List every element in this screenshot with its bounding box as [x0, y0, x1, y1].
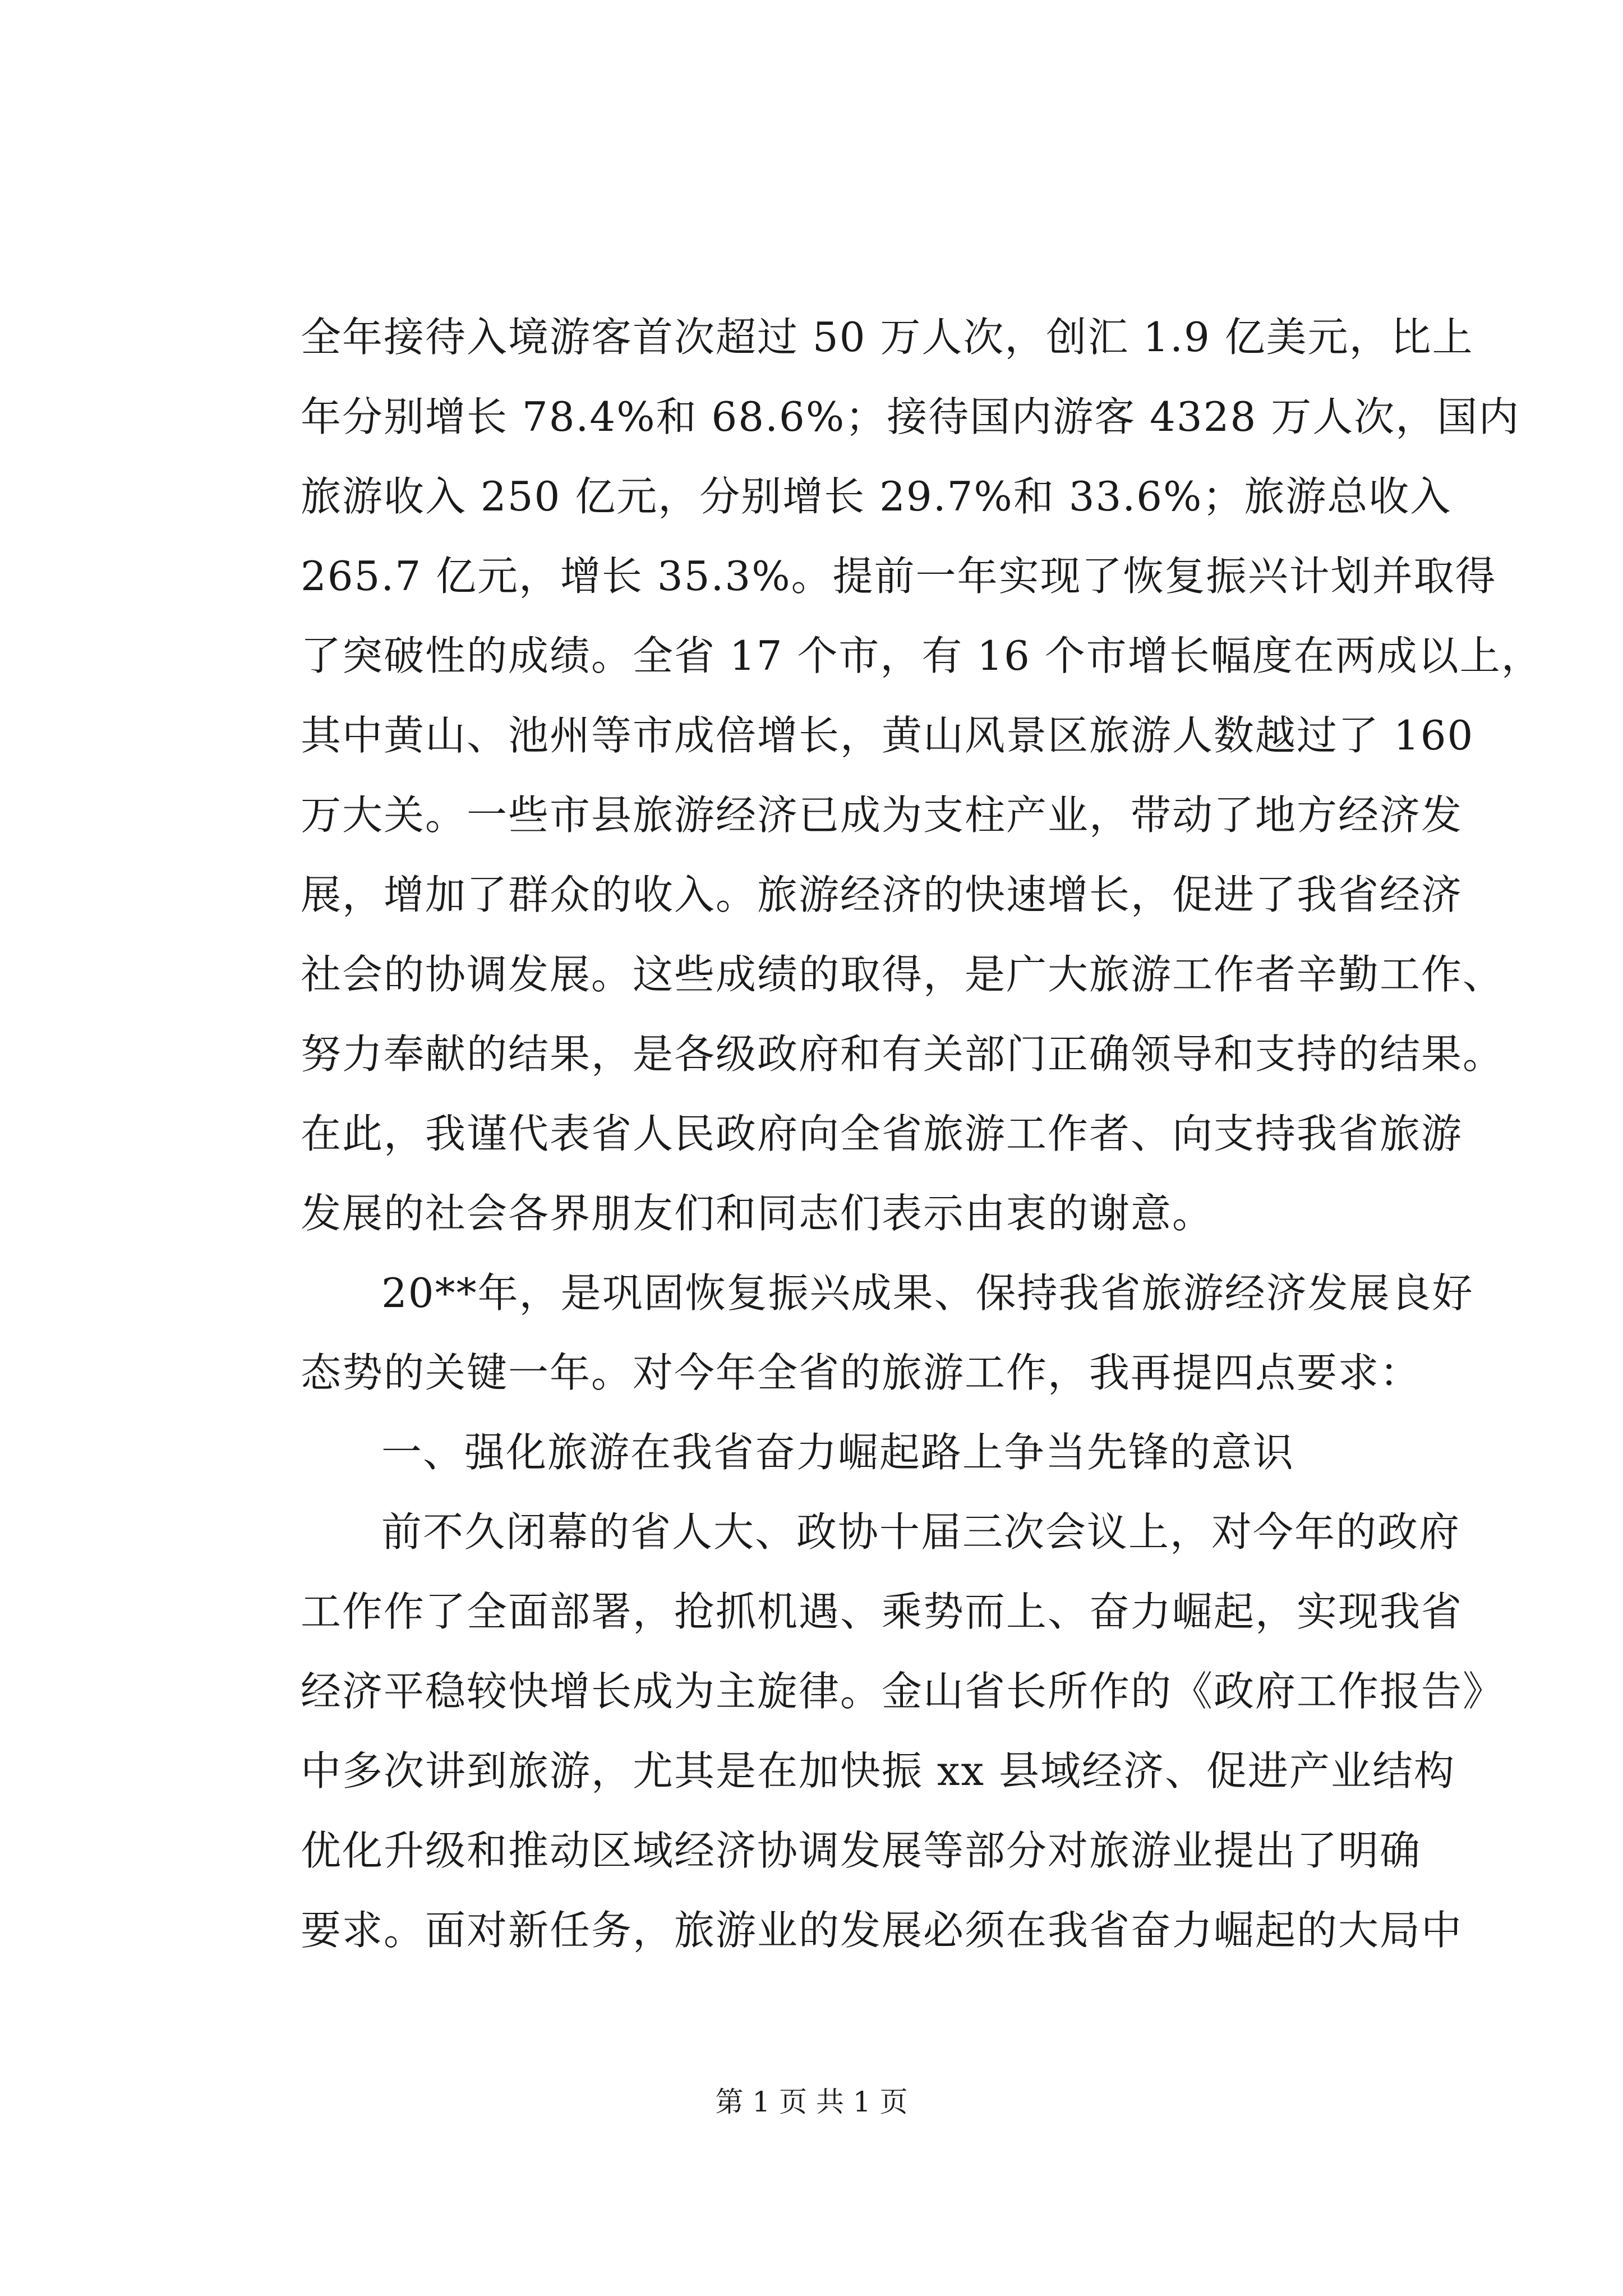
text-line: 发展的社会各界朋友们和同志们表示由衷的谢意。: [301, 1190, 1214, 1237]
text-line: 年分别增长 78.4%和 68.6%；接待国内游客 4328 万人次，国内: [301, 393, 1520, 440]
text-line: 努力奉献的结果，是各级政府和有关部门正确领导和支持的结果。: [301, 1030, 1505, 1078]
text-line: 社会的协调发展。这些成绩的取得，是广大旅游工作者辛勤工作、: [301, 951, 1505, 998]
body-text: [301, 297, 1543, 1970]
text-line: 中多次讲到旅游，尤其是在加快振 xx 县域经济、促进产业结构: [301, 1747, 1455, 1795]
text-line: 了突破性的成绩。全省 17 个市，有 16 个市增长幅度在两成以上，: [301, 632, 1543, 679]
text-line: 展，增加了群众的收入。旅游经济的快速增长，促进了我省经济: [301, 871, 1463, 918]
text-line: 要求。面对新任务，旅游业的发展必须在我省奋力崛起的大局中: [301, 1907, 1463, 1954]
text-line: 态势的关键一年。对今年全省的旅游工作，我再提四点要求：: [301, 1349, 1422, 1396]
text-line: 工作作了全面部署，抢抓机遇、乘势而上、奋力崛起，实现我省: [301, 1588, 1463, 1635]
text-line: 其中黄山、池州等市成倍增长，黄山风景区旅游人数越过了 160: [301, 712, 1474, 759]
text-line: 前不久闭幕的省人大、政协十届三次会议上，对今年的政府: [381, 1508, 1461, 1556]
text-line: 优化升级和推动区域经济协调发展等部分对旅游业提出了明确: [301, 1827, 1422, 1874]
text-line: 旅游收入 250 亿元，分别增长 29.7%和 33.6%；旅游总收入: [301, 473, 1452, 520]
text-line: 265.7 亿元，增长 35.3%。提前一年实现了恢复振兴计划并取得: [301, 553, 1497, 600]
text-line: 全年接待入境游客首次超过 50 万人次，创汇 1.9 亿美元，比上: [301, 314, 1474, 361]
page-number-label: 第 1 页 共 1 页: [715, 2086, 908, 2118]
text-line: 在此，我谨代表省人民政府向全省旅游工作者、向支持我省旅游: [301, 1110, 1463, 1157]
section-heading: 一、强化旅游在我省奋力崛起路上争当先锋的意识: [381, 1429, 1295, 1476]
page-footer: [0, 2082, 1623, 2122]
text-line: 万大关。一些市县旅游经济已成为支柱产业，带动了地方经济发: [301, 792, 1463, 839]
text-line: 20**年，是巩固恢复振兴成果、保持我省旅游经济发展良好: [381, 1269, 1474, 1317]
text-line: 经济平稳较快增长成为主旋律。金山省长所作的《政府工作报告》: [301, 1668, 1505, 1715]
